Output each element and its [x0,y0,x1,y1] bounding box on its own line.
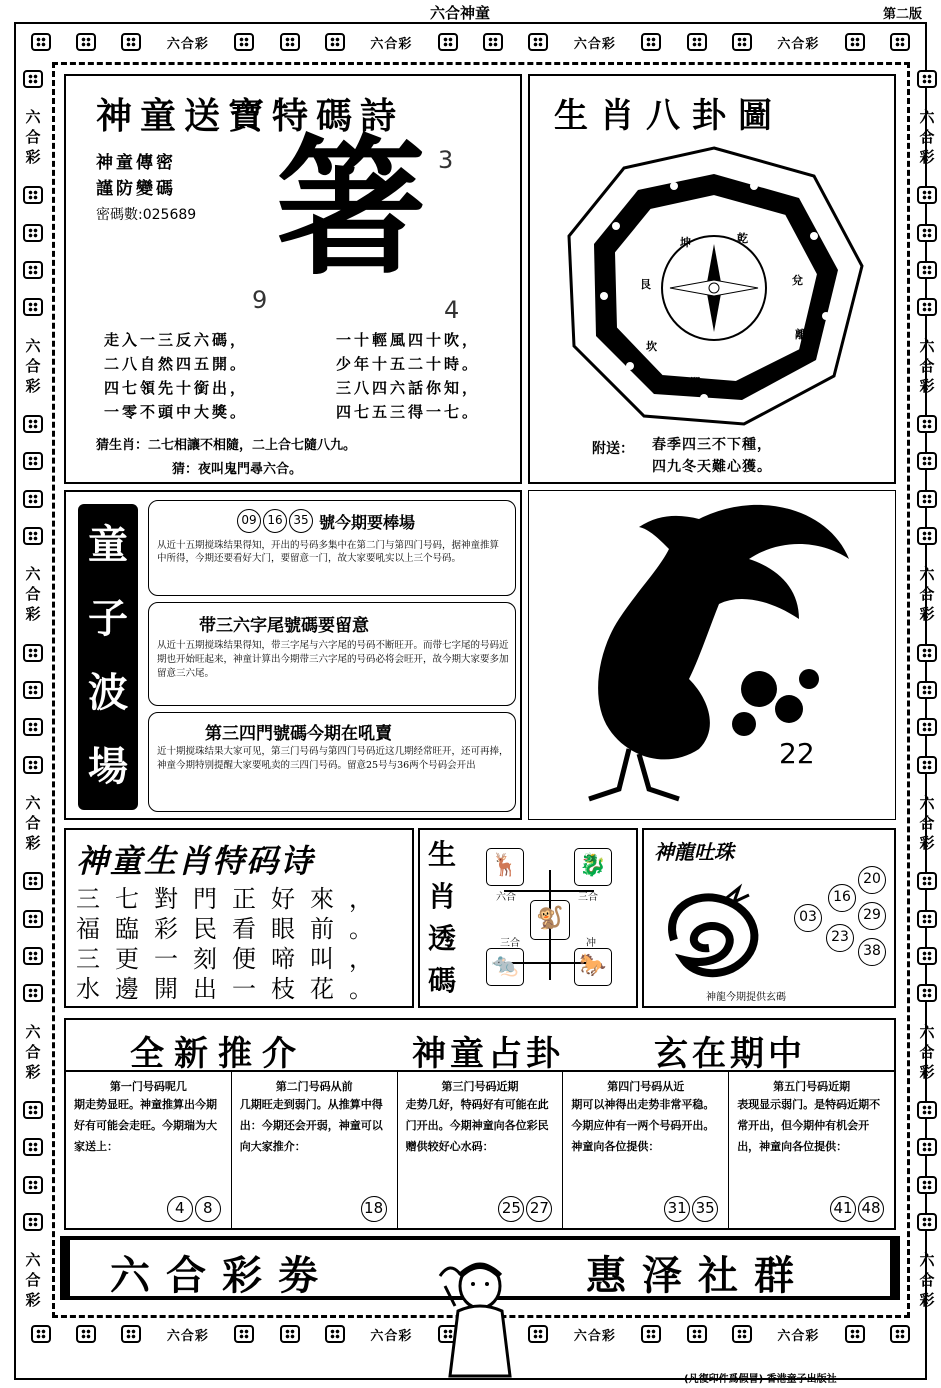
dice-icon [23,1138,43,1156]
dice-icon [23,947,43,965]
dice-icon [917,452,937,470]
dice-icon [917,947,937,965]
dice-icon [234,1325,254,1343]
dice-icon [325,33,345,51]
dice-icon [23,872,43,890]
rooster-illustration [549,499,879,809]
dice-icon [917,224,937,242]
hint-number-4: 4 [444,296,460,324]
strip-logo: 六合彩 [919,1022,935,1081]
panel-3-text: 近十期搅珠结果大家可见，第三门号码与第四门号码近这几期经常旺开，还可再捧，神童今期特别提醒大家要吼卖的三四门号码。留意25号与36两个号码会开出 [157,746,509,771]
code-numbers: 密碼數:025689 [96,207,197,223]
rooster-box [528,490,896,820]
hint-number-9: 9 [252,286,268,314]
promo-column-4: 第四门号码从近 期可以神得出走势非常平稳。今期应仲有一两个号码开出。神童向各位提供： 31 35 [563,1072,729,1228]
dice-icon [23,452,43,470]
strip-logo: 六合彩 [166,1328,209,1344]
number-ball: 27 [526,1196,552,1222]
transparent-title: 生 肖 透 碼 [428,838,457,997]
dice-icon [528,33,548,51]
dragon-title: 神龍吐珠 [654,840,734,864]
number-ball: 16 [263,509,287,533]
bagua-box [528,74,896,484]
dice-icon [23,1101,43,1119]
promo-heading-3: 玄在期中 [654,1034,806,1074]
dice-icon [23,298,43,316]
edition-label: 第二版 [883,7,923,22]
zodiac-poem-lines: 三七對門正好來， 福臨彩民看眼前。 三更一刻便啼叫， 水邊開出一枝花。 [76,885,388,1003]
secret-line-1: 神童傳密 [96,153,176,173]
panel-3-title: 第三四門號碼今期在吼賣 [205,724,392,744]
dice-icon [280,1325,300,1343]
bagua-title: 生肖八卦圖 [554,96,784,136]
panel-2-text: 从近十五期搅珠结果得知，带三字尾与六字尾的号码不断旺开。而带七字尾的号码近期也开始旺起来，神童计算出今期带三六字尾的号码必将会旺开，故今期大家要多加留意三六尾。 [157,640,509,679]
dice-icon [23,681,43,699]
dice-icon [890,33,910,51]
dice-icon [917,261,937,279]
dice-icon [483,33,503,51]
number-ball: 8 [195,1196,221,1222]
dice-icon [23,527,43,545]
dice-icon [121,1325,141,1343]
strip-logo: 六合彩 [370,1328,413,1344]
paper-title: 六合神童 [430,4,491,22]
dice-icon [121,33,141,51]
bagua-diagram [564,146,864,426]
tongzi-panel-1 [148,500,516,596]
dice-icon [917,1213,937,1231]
strip-logo: 六合彩 [166,36,209,52]
zodiac-poem-box [64,828,414,1008]
dice-icon [917,984,937,1002]
strip-logo: 六合彩 [919,1251,935,1310]
dice-icon [917,872,937,890]
poem-box [64,74,522,484]
dice-icon [917,910,937,928]
dice-icon [23,910,43,928]
dragon-icon: 🐉 [574,848,612,886]
dice-icon [438,33,458,51]
relation-label: 三合 [578,892,598,903]
strip-logo: 六合彩 [25,1022,41,1081]
dice-icon [23,224,43,242]
dice-icon [917,186,937,204]
number-ball: 29 [858,902,886,930]
strip-logo: 六合彩 [777,36,820,52]
dice-icon [845,33,865,51]
banner-right-text: 惠泽社群 [586,1252,810,1299]
strip-logo: 六合彩 [777,1328,820,1344]
dice-icon [23,718,43,736]
dice-icon [890,1325,910,1343]
dice-icon [917,681,937,699]
strip-logo: 六合彩 [25,565,41,624]
dice-icon [528,1325,548,1343]
number-ball: 18 [361,1196,387,1222]
number-ball: 4 [167,1196,193,1222]
guess-line: 猜：夜叫鬼門尋六合。 [172,462,303,477]
number-ball: 25 [498,1196,524,1222]
strip-logo: 六合彩 [919,793,935,852]
strip-logo: 六合彩 [370,36,413,52]
strip-logo: 六合彩 [25,1251,41,1310]
dice-icon [917,644,937,662]
number-ball: 16 [828,884,856,912]
dice-icon [280,33,300,51]
promo-heading-2: 神童占卦 [412,1034,564,1074]
gift-line-1: 春季四三不下種， [652,437,772,453]
number-ball: 38 [858,938,886,966]
dice-icon [917,527,937,545]
dragon-caption: 神龍今期提供玄碼 [706,992,786,1003]
dice-icon [732,33,752,51]
trigram-label: 坎 [646,340,657,353]
dice-icon [687,33,707,51]
panel-2-title: 带三六字尾號碼要留意 [199,616,369,636]
horse-icon: 🐎 [574,948,612,986]
trigram-label: 艮 [640,278,651,291]
gift-line-2: 四九冬天難心獲。 [652,459,772,475]
strip-logo: 六合彩 [573,36,616,52]
dice-icon [23,415,43,433]
rat-icon: 🐀 [486,948,524,986]
strip-logo: 六合彩 [573,1328,616,1344]
dice-icon [641,33,661,51]
trigram-label: 震 [754,373,765,386]
number-ball: 31 [664,1196,690,1222]
promo-column-5: 第五门号码近期 表现显示弱门。是特码近期不常开出，但今期仲有机会开出，神童向各位提供： 41 48 [729,1072,894,1228]
dice-icon [917,490,937,508]
trigram-label: 兌 [792,274,803,287]
dice-icon [687,1325,707,1343]
dice-icon [76,1325,96,1343]
number-ball: 35 [692,1196,718,1222]
dice-icon [23,756,43,774]
dice-icon [917,756,937,774]
dice-icon [23,984,43,1002]
promo-box [64,1018,896,1230]
dice-icon [23,490,43,508]
dice-icon [917,1138,937,1156]
panel-1-title: 號今期要棒場 [319,512,416,532]
number-ball: 20 [858,866,886,894]
dice-icon [845,1325,865,1343]
dice-icon [234,33,254,51]
relation-label: 三合 [500,938,520,949]
dice-icon [23,1176,43,1194]
relation-label: 六合 [496,892,516,903]
trigram-label: 乾 [737,232,748,245]
strip-logo: 六合彩 [25,793,41,852]
guess-zodiac: 猜生肖：二七相讓不相隨，二上合七隨八九。 [96,438,357,453]
banner-left-text: 六合彩劵 [110,1252,334,1299]
dice-icon [23,644,43,662]
strip-logo: 六合彩 [25,107,41,166]
secret-line-2: 謹防變碼 [96,179,176,199]
dice-icon [732,1325,752,1343]
deer-icon: 🦌 [486,848,524,886]
strip-logo: 六合彩 [919,565,935,624]
promo-column-2: 第二门号码从前 几期旺走到弱门。从推算中得出：今期还会开弱，神童可以向大家推介： 18 [232,1072,398,1228]
strip-logo: 六合彩 [919,107,935,166]
publisher-footer: (凡復印件爲假冒) 香港童子出版社 [684,1374,837,1385]
dragon-box [642,828,896,1008]
top-border-strip [18,28,923,56]
tongzi-panel-2 [148,602,516,706]
dice-icon [31,1325,51,1343]
trigram-label: 離 [795,328,806,341]
dice-icon [23,261,43,279]
dice-icon [641,1325,661,1343]
left-border-strip [20,60,46,1320]
strip-logo: 六合彩 [25,336,41,395]
dice-icon [31,33,51,51]
dice-icon [917,1176,937,1194]
tongzi-panel-3 [148,712,516,812]
child-mascot-illustration [430,1256,520,1386]
strip-logo: 六合彩 [919,336,935,395]
promo-column-3: 第三门号码近期 走势几好，特码好有可能在此门开出。今期神童向各位彩民赠供较好心水码： 25 27 [398,1072,564,1228]
rooster-number: 22 [779,737,815,770]
poem-left-column: 走入一三反六碼， 二八自然四五開。 四七領先十銜出， 一零不頭中大獎。 [104,331,249,421]
dice-icon [23,1213,43,1231]
number-ball: 09 [237,509,261,533]
dice-icon [917,718,937,736]
dice-icon [23,186,43,204]
trigram-label: 巽 [690,376,701,389]
dragon-illustration [654,880,774,990]
number-ball: 48 [858,1196,884,1222]
gift-label: 附送： [592,441,634,457]
tongzi-side-banner: 童 子 波 場 [78,504,138,810]
number-ball: 41 [830,1196,856,1222]
tongzi-box [64,490,522,820]
monkey-icon: 🐒 [530,900,570,940]
dice-icon [917,415,937,433]
poem-right-column: 一十輕風四十吹， 少年十五二十時。 三八四六話你知， 四七五三得一七。 [336,331,481,421]
zodiac-poem-title: 神童生肖特码诗 [76,842,315,880]
panel-1-text: 从近十五期搅珠结果得知，开出的号码多集中在第二门与第四门号码，据神童推算中所得，今期还要看好大门，要留意一门，故大家要吼实以上三个号码。 [157,540,500,564]
trigram-label: 坤 [680,236,691,249]
promo-heading-1: 全新推介 [130,1034,306,1074]
dice-icon [917,298,937,316]
big-character: 箸 [276,120,427,296]
relation-label: 冲 [586,938,596,949]
poem-title: 神童送寶特碼詩 [96,95,405,137]
number-ball: 35 [289,509,313,533]
promo-columns [66,1070,894,1228]
dice-icon [917,1101,937,1119]
dice-icon [76,33,96,51]
dice-icon [325,1325,345,1343]
right-border-strip [915,60,939,1320]
dice-icon [23,70,43,88]
hint-number-3: 3 [438,146,454,174]
number-ball: 23 [826,924,854,952]
dice-icon [917,70,937,88]
number-ball: 03 [794,904,822,932]
promo-column-1: 第一门号码呢几 期走势显旺。神童推算出今期好有可能会走旺。今期瑞为大家送上： 4 8 [66,1072,232,1228]
transparent-code-box [418,828,638,1008]
